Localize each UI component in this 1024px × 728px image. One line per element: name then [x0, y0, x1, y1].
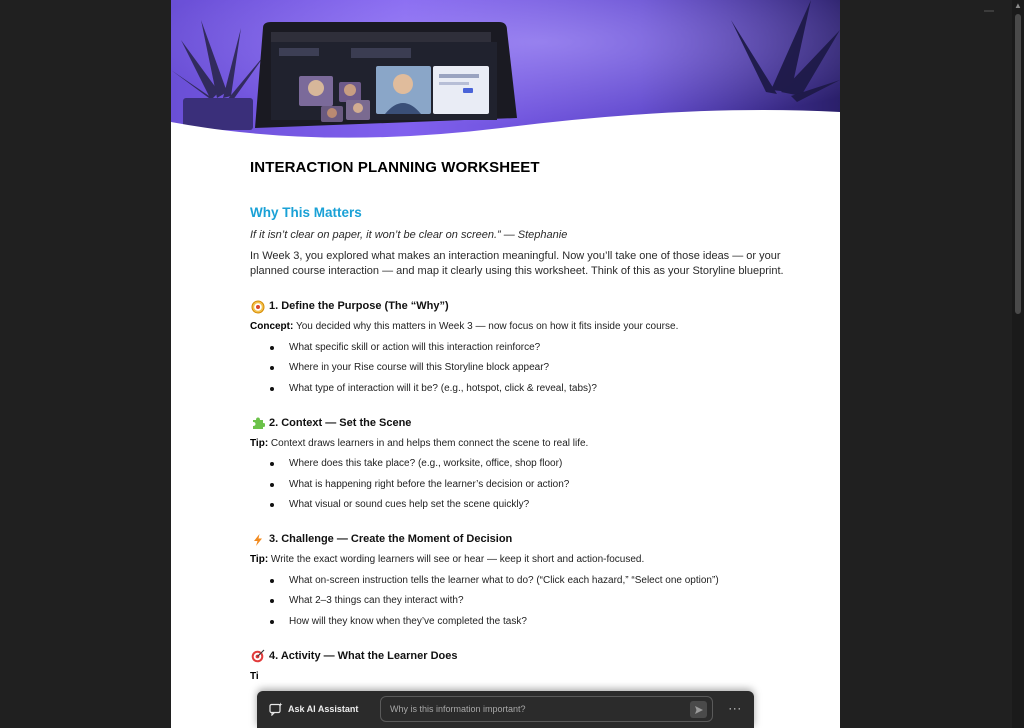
list-item: What specific skill or action will this interaction reinforce?: [250, 341, 790, 355]
puzzle-piece-icon: [250, 416, 265, 431]
toolbar-indicator: [984, 10, 994, 12]
section-note: Tip: Write the exact wording learners will see or hear — keep it short and action-focused.: [250, 554, 645, 565]
header-image: [171, 0, 840, 140]
ask-ai-assistant-label[interactable]: Ask AI Assistant: [288, 704, 359, 714]
intro-paragraph: In Week 3, you explored what makes an interaction meaningful. Now you’ll take one of those ideas — or your planned course interaction — and map it clearly using this worksheet. Think of this as your Storyline blueprint.: [250, 250, 784, 277]
list-item: What visual or sound cues help set the scene quickly?: [250, 498, 790, 512]
quote-text: If it isn’t clear on paper, it won’t be clear on screen.” — Stephanie: [250, 229, 568, 241]
list-item: What type of interaction will it be? (e.g., hotspot, click & reveal, tabs)?: [250, 382, 790, 396]
more-options-icon[interactable]: ···: [728, 701, 742, 715]
section-heading: 1. Define the Purpose (The “Why”): [269, 300, 449, 312]
list-item: What 2–3 things can they interact with?: [250, 594, 790, 608]
section-activity: [250, 649, 790, 684]
ai-question-input[interactable]: [380, 696, 713, 722]
lightning-icon: [250, 532, 265, 547]
section-heading: 2. Context — Set the Scene: [269, 416, 412, 429]
list-item: How will they know when they’ve completed the task?: [250, 615, 790, 629]
section-heading: 4. Activity — What the Learner Does: [269, 649, 458, 662]
scroll-up-arrow-icon[interactable]: ▲: [1014, 1, 1022, 10]
question-list: [250, 574, 790, 629]
section-context: [250, 416, 790, 513]
section-note: Tip: Context draws learners in and helps them connect the scene to real life.: [250, 437, 589, 449]
ai-sparkle-chat-icon[interactable]: [269, 702, 283, 716]
section-note: Ti: [250, 670, 259, 682]
list-item: Where does this take place? (e.g., worksite, office, shop floor): [250, 457, 790, 471]
list-item: Where in your Rise course will this Storyline block appear?: [250, 361, 790, 375]
section-define-purpose: [250, 299, 790, 396]
section-note: Concept: You decided why this matters in Week 3 — now focus on how it fits inside your course.: [250, 321, 679, 332]
list-item: What on-screen instruction tells the learner what to do? (“Click each hazard,” “Select one option”): [250, 574, 790, 588]
scrollbar-thumb[interactable]: [1015, 14, 1021, 314]
question-list: [250, 341, 790, 396]
question-list: [250, 457, 790, 512]
worksheet-content: [250, 158, 790, 684]
dart-target-icon: [250, 649, 265, 664]
document-page: [171, 0, 840, 728]
document-title: INTERACTION PLANNING WORKSHEET: [250, 159, 540, 176]
list-item: What is happening right before the learner’s decision or action?: [250, 478, 790, 492]
why-this-matters-heading: Why This Matters: [250, 205, 362, 220]
section-challenge: [250, 532, 790, 629]
ai-assistant-bar: [257, 691, 754, 728]
section-heading: 3. Challenge — Create the Moment of Decision: [269, 533, 513, 545]
send-icon[interactable]: [690, 701, 707, 718]
target-icon: [250, 299, 265, 314]
